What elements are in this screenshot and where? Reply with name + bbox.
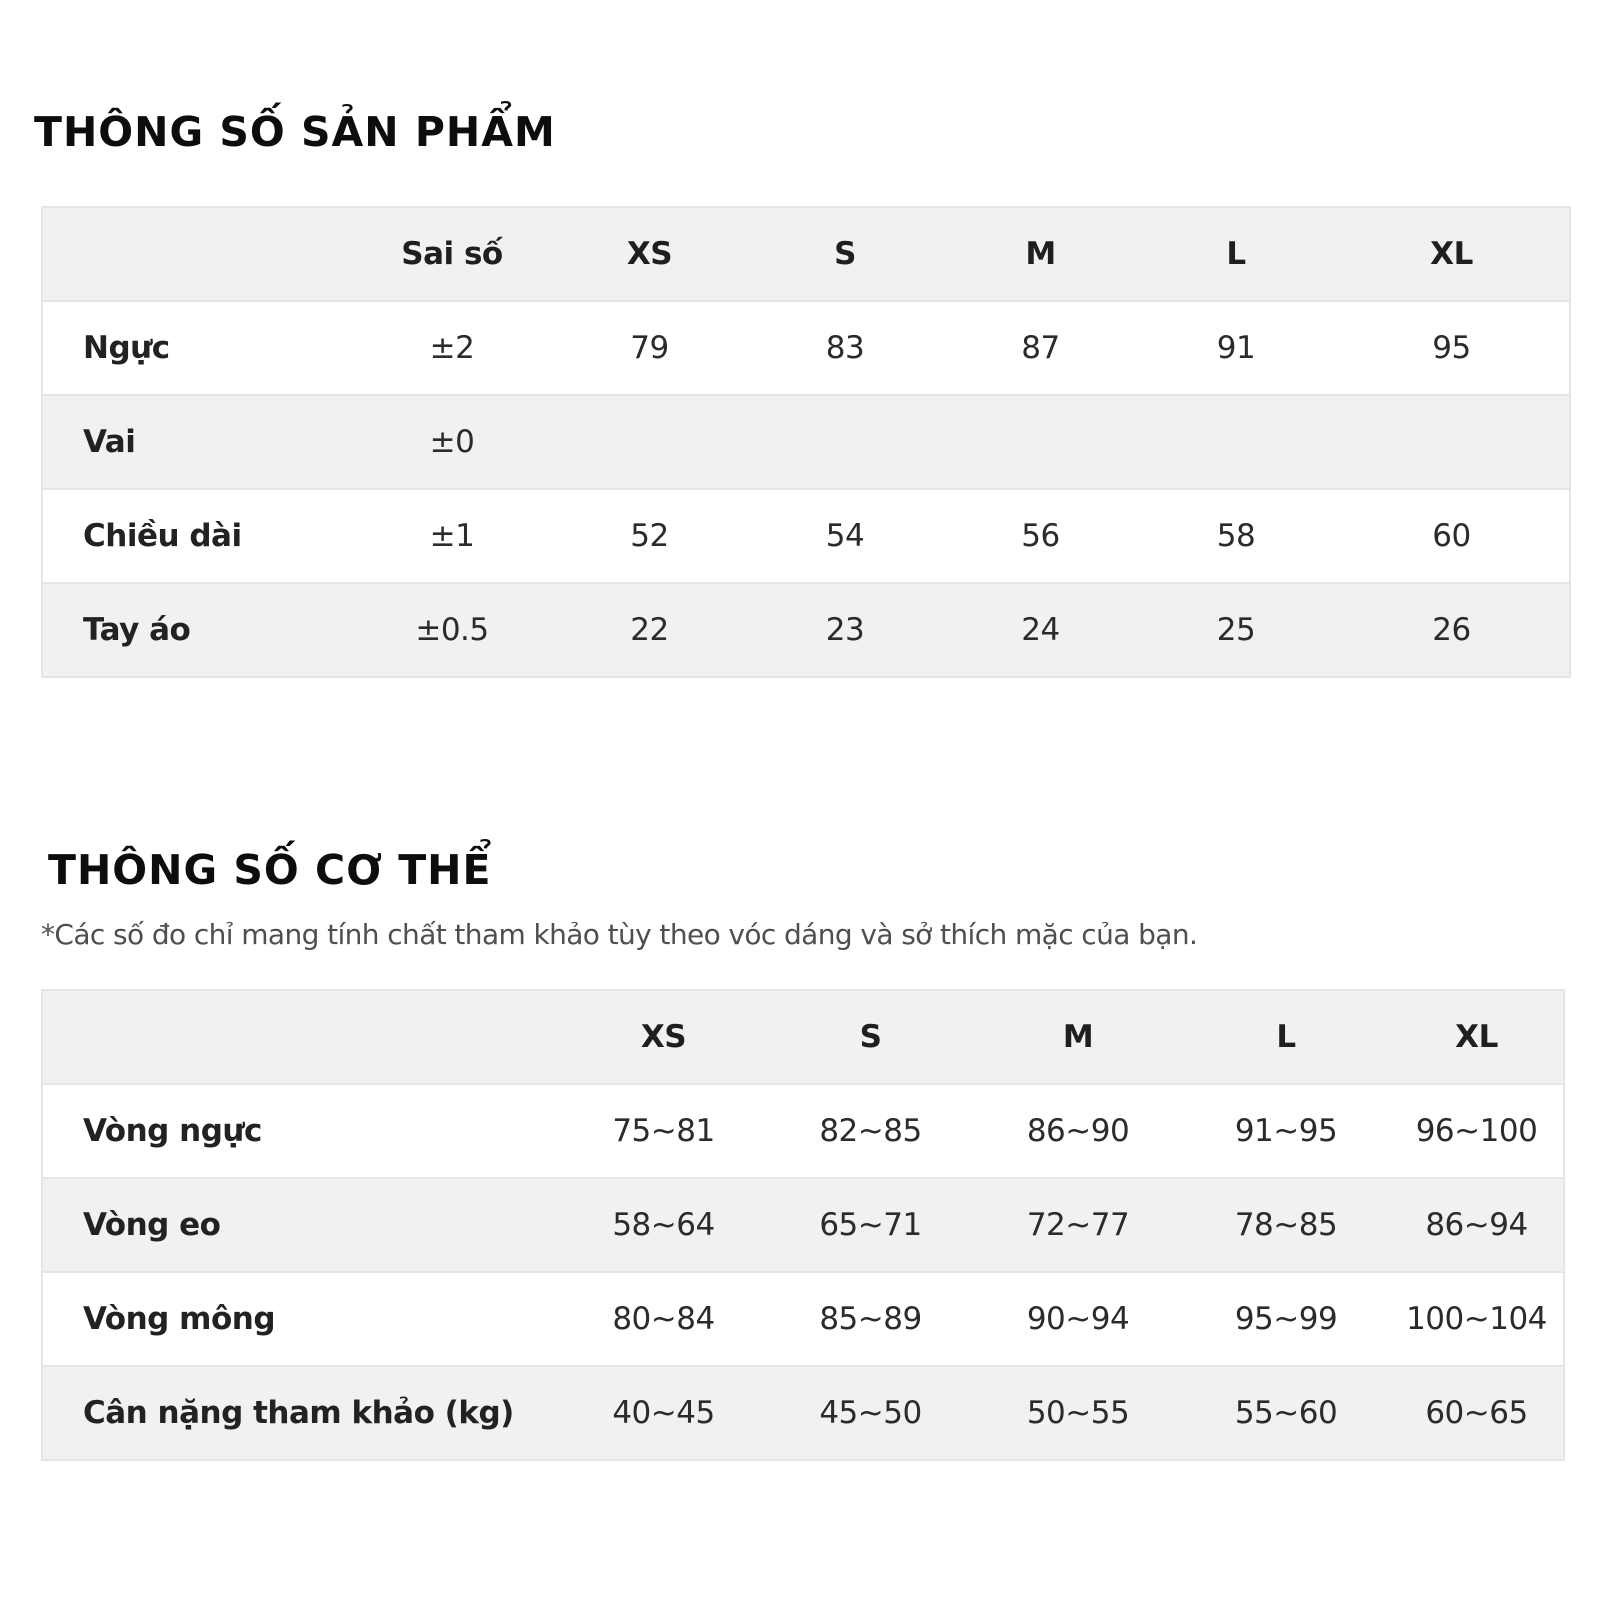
row-label: Chiều dài	[42, 489, 352, 583]
value-cell: 83	[747, 301, 943, 395]
value-cell: 45~50	[767, 1366, 974, 1460]
value-cell: 95~99	[1182, 1272, 1390, 1366]
value-cell: 22	[552, 583, 747, 677]
table-row	[42, 1272, 1564, 1366]
value-cell: 56	[943, 489, 1138, 583]
header-cell-s: S	[834, 236, 856, 272]
header-cell-xl: XL	[1430, 236, 1473, 272]
value-cell: 60	[1334, 489, 1570, 583]
value-cell: 54	[747, 489, 943, 583]
value-cell: 55~60	[1182, 1366, 1390, 1460]
value-cell: 40~45	[560, 1366, 767, 1460]
header-cell-m: M	[1062, 1019, 1094, 1055]
row-label: Ngực	[42, 301, 352, 395]
tolerance-cell: ±2	[352, 301, 552, 395]
value-cell: 78~85	[1182, 1178, 1390, 1272]
value-cell: 87	[943, 301, 1138, 395]
product-specs-title: THÔNG SỐ SẢN PHẨM	[34, 108, 556, 156]
value-cell: 75~81	[560, 1084, 767, 1178]
table-row	[42, 1366, 1564, 1460]
value-cell: 23	[747, 583, 943, 677]
header-cell-l: L	[1226, 236, 1246, 272]
table-row	[42, 489, 1570, 583]
value-cell	[747, 395, 943, 489]
row-label: Tay áo	[42, 583, 352, 677]
value-cell	[1334, 395, 1570, 489]
table-row	[42, 583, 1570, 677]
value-cell	[552, 395, 747, 489]
header-cell-empty	[42, 207, 352, 301]
value-cell: 86~94	[1390, 1178, 1564, 1272]
tolerance-cell: ±1	[352, 489, 552, 583]
body-specs-table	[41, 989, 1565, 1461]
value-cell: 52	[552, 489, 747, 583]
header-cell-xs: XS	[626, 236, 673, 272]
value-cell: 85~89	[767, 1272, 974, 1366]
value-cell: 24	[943, 583, 1138, 677]
header-cell-l: L	[1276, 1019, 1296, 1055]
value-cell: 90~94	[974, 1272, 1182, 1366]
reference-note: *Các số đo chỉ mang tính chất tham khảo tùy theo vóc dáng và sở thích mặc của bạn.	[41, 918, 1198, 951]
value-cell: 80~84	[560, 1272, 767, 1366]
header-cell-s: S	[859, 1019, 882, 1055]
value-cell	[943, 395, 1138, 489]
table-row	[42, 1178, 1564, 1272]
value-cell: 25	[1138, 583, 1334, 677]
table-header-row	[42, 207, 1570, 301]
value-cell: 58	[1138, 489, 1334, 583]
product-specs-table	[41, 206, 1571, 678]
header-cell-empty	[42, 990, 560, 1084]
value-cell: 72~77	[974, 1178, 1182, 1272]
tolerance-cell: ±0	[352, 395, 552, 489]
row-label: Vòng eo	[42, 1178, 560, 1272]
value-cell: 65~71	[767, 1178, 974, 1272]
row-label: Vòng mông	[42, 1272, 560, 1366]
row-label: Cân nặng tham khảo (kg)	[42, 1366, 560, 1460]
header-cell-tolerance: Sai số	[401, 236, 503, 272]
value-cell: 26	[1334, 583, 1570, 677]
value-cell: 50~55	[974, 1366, 1182, 1460]
table-row	[42, 301, 1570, 395]
header-cell-xs: XS	[640, 1019, 687, 1055]
value-cell: 86~90	[974, 1084, 1182, 1178]
tolerance-cell: ±0.5	[352, 583, 552, 677]
value-cell: 91~95	[1182, 1084, 1390, 1178]
table-row	[42, 395, 1570, 489]
body-specs-title: THÔNG SỐ CƠ THỂ	[48, 846, 492, 894]
value-cell: 100~104	[1390, 1272, 1564, 1366]
table-row	[42, 1084, 1564, 1178]
row-label: Vai	[42, 395, 352, 489]
value-cell: 60~65	[1390, 1366, 1564, 1460]
value-cell: 79	[552, 301, 747, 395]
header-cell-m: M	[1025, 236, 1056, 272]
header-cell-xl: XL	[1455, 1019, 1498, 1055]
value-cell: 95	[1334, 301, 1570, 395]
row-label: Vòng ngực	[42, 1084, 560, 1178]
value-cell: 96~100	[1390, 1084, 1564, 1178]
table-header-row	[42, 990, 1564, 1084]
value-cell: 82~85	[767, 1084, 974, 1178]
value-cell	[1138, 395, 1334, 489]
value-cell: 91	[1138, 301, 1334, 395]
value-cell: 58~64	[560, 1178, 767, 1272]
